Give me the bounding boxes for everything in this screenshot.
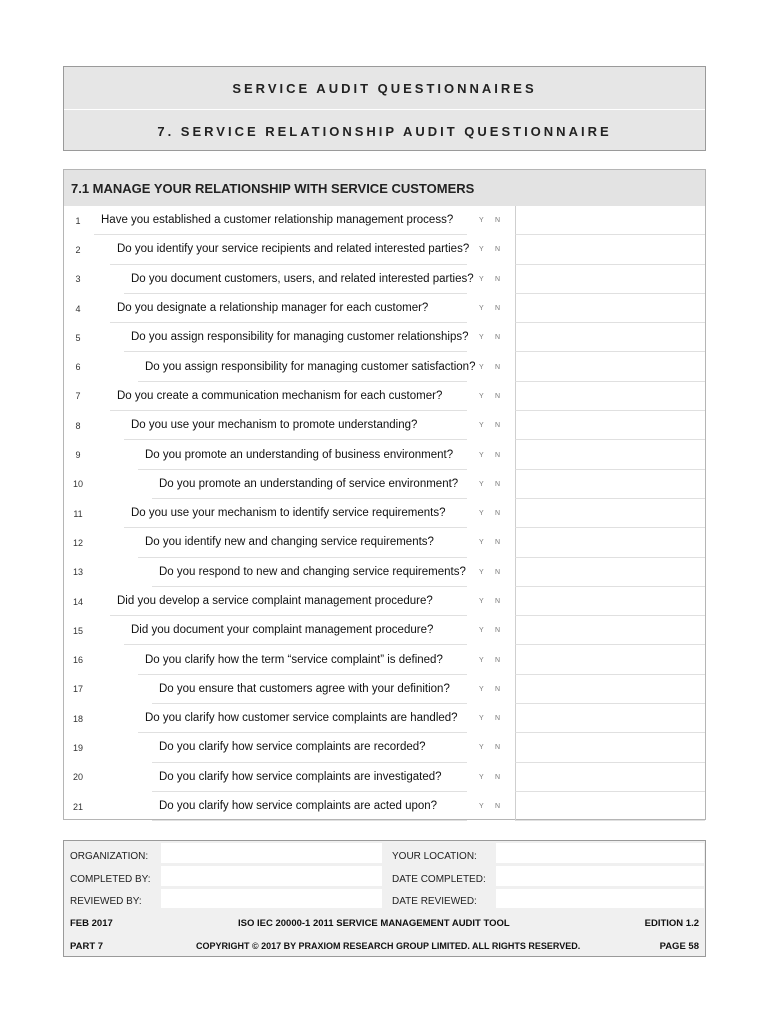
- answer-notes-field[interactable]: [515, 499, 705, 528]
- organization-field[interactable]: [161, 843, 382, 863]
- question-number: 21: [72, 801, 83, 812]
- question-text: Do you use your mechanism to promote understanding?: [124, 411, 467, 440]
- answer-notes-field[interactable]: [515, 528, 705, 557]
- date-reviewed-field[interactable]: [496, 889, 704, 908]
- answer-notes-field[interactable]: [515, 294, 705, 323]
- question-number: 1: [75, 215, 81, 226]
- question-number: 19: [72, 742, 83, 753]
- questionnaire-table: [63, 169, 706, 820]
- yes-option[interactable]: Y: [479, 744, 484, 752]
- question-number: 18: [72, 713, 83, 724]
- yes-option[interactable]: Y: [479, 451, 484, 459]
- question-row: [64, 440, 705, 469]
- completed-by-label: COMPLETED BY:: [70, 874, 151, 885]
- question-text: Do you assign responsibility for managing customer relationships?: [124, 323, 467, 352]
- question-number: 4: [75, 303, 81, 314]
- question-row: [64, 763, 705, 792]
- question-row: [64, 323, 705, 352]
- answer-notes-field[interactable]: [515, 440, 705, 469]
- yes-option[interactable]: Y: [479, 334, 484, 342]
- footer-date: FEB 2017: [70, 918, 113, 929]
- no-option[interactable]: N: [495, 363, 501, 371]
- date-reviewed-label: DATE REVIEWED:: [392, 896, 477, 907]
- question-list: [64, 206, 705, 821]
- no-option[interactable]: N: [495, 539, 501, 547]
- no-option[interactable]: N: [495, 715, 501, 723]
- question-text: Do you assign responsibility for managing customer satisfaction?: [138, 352, 467, 381]
- answer-notes-field[interactable]: [515, 470, 705, 499]
- question-row: [64, 558, 705, 587]
- question-number: 9: [75, 450, 81, 461]
- no-option[interactable]: N: [495, 392, 501, 400]
- answer-notes-field[interactable]: [515, 558, 705, 587]
- yes-option[interactable]: Y: [479, 627, 484, 635]
- location-label: YOUR LOCATION:: [392, 851, 477, 862]
- footer-tool-title: ISO IEC 20000-1 2011 SERVICE MANAGEMENT AUDIT TOOL: [238, 918, 510, 929]
- reviewed-by-field[interactable]: [161, 889, 382, 908]
- yes-option[interactable]: Y: [479, 715, 484, 723]
- question-row: [64, 206, 705, 235]
- answer-notes-field[interactable]: [515, 265, 705, 294]
- question-number: 6: [75, 362, 81, 373]
- document-subtitle: 7. SERVICE RELATIONSHIP AUDIT QUESTIONNAIRE: [64, 109, 705, 152]
- no-option[interactable]: N: [495, 627, 501, 635]
- no-option[interactable]: N: [495, 422, 501, 430]
- question-number: 14: [72, 596, 83, 607]
- answer-notes-field[interactable]: [515, 206, 705, 235]
- yes-option[interactable]: Y: [479, 568, 484, 576]
- reviewed-by-label: REVIEWED BY:: [70, 896, 142, 907]
- yes-option[interactable]: Y: [479, 510, 484, 518]
- question-number: 12: [72, 537, 83, 548]
- question-row: [64, 265, 705, 294]
- question-row: [64, 382, 705, 411]
- date-completed-label: DATE COMPLETED:: [392, 874, 486, 885]
- question-number: 20: [72, 772, 83, 783]
- question-text: Do you respond to new and changing service requirements?: [152, 558, 467, 587]
- no-option[interactable]: N: [495, 656, 501, 664]
- question-row: [64, 294, 705, 323]
- question-text: Do you clarify how service complaints are acted upon?: [152, 792, 467, 821]
- page-footer: [63, 840, 706, 957]
- no-option[interactable]: N: [495, 803, 501, 811]
- no-option[interactable]: N: [495, 275, 501, 283]
- question-text: Do you clarify how customer service complaints are handled?: [138, 704, 467, 733]
- question-text: Do you designate a relationship manager for each customer?: [110, 294, 467, 323]
- document-title: SERVICE AUDIT QUESTIONNAIRES: [232, 80, 537, 96]
- question-text: Did you develop a service complaint management procedure?: [110, 587, 467, 616]
- answer-notes-field[interactable]: [515, 411, 705, 440]
- answer-notes-field[interactable]: [515, 616, 705, 645]
- answer-notes-field[interactable]: [515, 352, 705, 381]
- yes-option[interactable]: Y: [479, 305, 484, 313]
- question-text: Do you create a communication mechanism for each customer?: [110, 382, 467, 411]
- no-option[interactable]: N: [495, 217, 501, 225]
- footer-copyright: COPYRIGHT © 2017 BY PRAXIOM RESEARCH GROUP LIMITED. ALL RIGHTS RESERVED.: [196, 941, 581, 951]
- question-row: [64, 616, 705, 645]
- no-option[interactable]: N: [495, 305, 501, 313]
- footer-edition: EDITION 1.2: [644, 918, 699, 929]
- answer-notes-field[interactable]: [515, 763, 705, 792]
- question-text: Do you document customers, users, and related interested parties?: [124, 265, 467, 294]
- no-option[interactable]: N: [495, 480, 501, 488]
- question-text: Do you promote an understanding of business environment?: [138, 440, 467, 469]
- question-number: 17: [72, 684, 83, 695]
- no-option[interactable]: N: [495, 598, 501, 605]
- answer-notes-field[interactable]: [515, 323, 705, 352]
- question-number: 10: [72, 479, 83, 490]
- yes-option[interactable]: Y: [479, 275, 484, 283]
- question-row: [64, 675, 705, 704]
- question-row: [64, 470, 705, 499]
- yes-option[interactable]: Y: [479, 539, 484, 547]
- yes-option[interactable]: Y: [479, 422, 484, 430]
- answer-notes-field[interactable]: [515, 733, 705, 762]
- question-text: Do you clarify how the term “service complaint” is defined?: [138, 645, 467, 674]
- question-row: [64, 499, 705, 528]
- question-number: 2: [75, 244, 81, 255]
- question-row: [64, 587, 705, 616]
- question-number: 7: [75, 391, 81, 402]
- question-number: 11: [73, 508, 83, 519]
- question-text: Do you use your mechanism to identify service requirements?: [124, 499, 467, 528]
- answer-notes-field[interactable]: [515, 382, 705, 411]
- answer-notes-field[interactable]: [515, 792, 705, 821]
- question-text: Do you promote an understanding of service environment?: [152, 470, 467, 499]
- no-option[interactable]: N: [495, 685, 501, 693]
- question-text: Do you clarify how service complaints are recorded?: [152, 733, 467, 762]
- question-row: [64, 235, 705, 264]
- question-row: [64, 528, 705, 557]
- question-number: 5: [75, 332, 81, 343]
- organization-label: ORGANIZATION:: [70, 851, 149, 862]
- yes-option[interactable]: Y: [479, 246, 484, 254]
- no-option[interactable]: N: [495, 568, 501, 576]
- question-text: Do you ensure that customers agree with your definition?: [152, 675, 467, 704]
- question-row: [64, 733, 705, 762]
- no-option[interactable]: N: [495, 773, 501, 781]
- footer-part: PART 7: [70, 941, 104, 952]
- yes-option[interactable]: Y: [479, 598, 484, 605]
- question-row: [64, 411, 705, 440]
- question-number: 3: [75, 274, 81, 285]
- question-number: 8: [75, 420, 81, 431]
- section-title: 7.1 MANAGE YOUR RELATIONSHIP WITH SERVICE CUSTOMERS: [64, 170, 705, 206]
- yes-option[interactable]: Y: [479, 803, 484, 811]
- answer-notes-field[interactable]: [515, 645, 705, 674]
- question-number: 13: [72, 567, 83, 578]
- answer-notes-field[interactable]: [515, 704, 705, 733]
- question-number: 15: [72, 625, 83, 636]
- question-number: 16: [72, 655, 83, 666]
- answer-notes-field[interactable]: [515, 235, 705, 264]
- location-field[interactable]: [496, 843, 704, 863]
- question-text: Have you established a customer relationship management process?: [94, 206, 467, 235]
- yes-option[interactable]: Y: [479, 363, 484, 371]
- footer-page-number: PAGE 58: [659, 941, 699, 952]
- answer-notes-field[interactable]: [515, 587, 705, 616]
- yes-option[interactable]: Y: [479, 480, 484, 488]
- question-row: [64, 704, 705, 733]
- yes-option[interactable]: Y: [479, 217, 484, 225]
- no-option[interactable]: N: [495, 744, 501, 752]
- completed-by-field[interactable]: [161, 866, 382, 886]
- yes-option[interactable]: Y: [479, 656, 484, 664]
- yes-option[interactable]: Y: [479, 392, 484, 400]
- question-text: Do you identify your service recipients and related interested parties?: [110, 235, 467, 264]
- question-text: Do you identify new and changing service requirements?: [138, 528, 467, 557]
- answer-notes-field[interactable]: [515, 675, 705, 704]
- question-row: [64, 792, 705, 821]
- date-completed-field[interactable]: [496, 866, 704, 886]
- no-option[interactable]: N: [495, 510, 501, 518]
- no-option[interactable]: N: [495, 246, 501, 254]
- question-row: [64, 352, 705, 381]
- no-option[interactable]: N: [495, 451, 501, 459]
- question-text: Did you document your complaint management procedure?: [124, 616, 467, 645]
- question-text: Do you clarify how service complaints are investigated?: [152, 763, 467, 792]
- yes-option[interactable]: Y: [479, 685, 484, 693]
- page-header: [63, 66, 706, 151]
- yes-option[interactable]: Y: [479, 773, 484, 781]
- no-option[interactable]: N: [495, 334, 501, 342]
- question-row: [64, 645, 705, 674]
